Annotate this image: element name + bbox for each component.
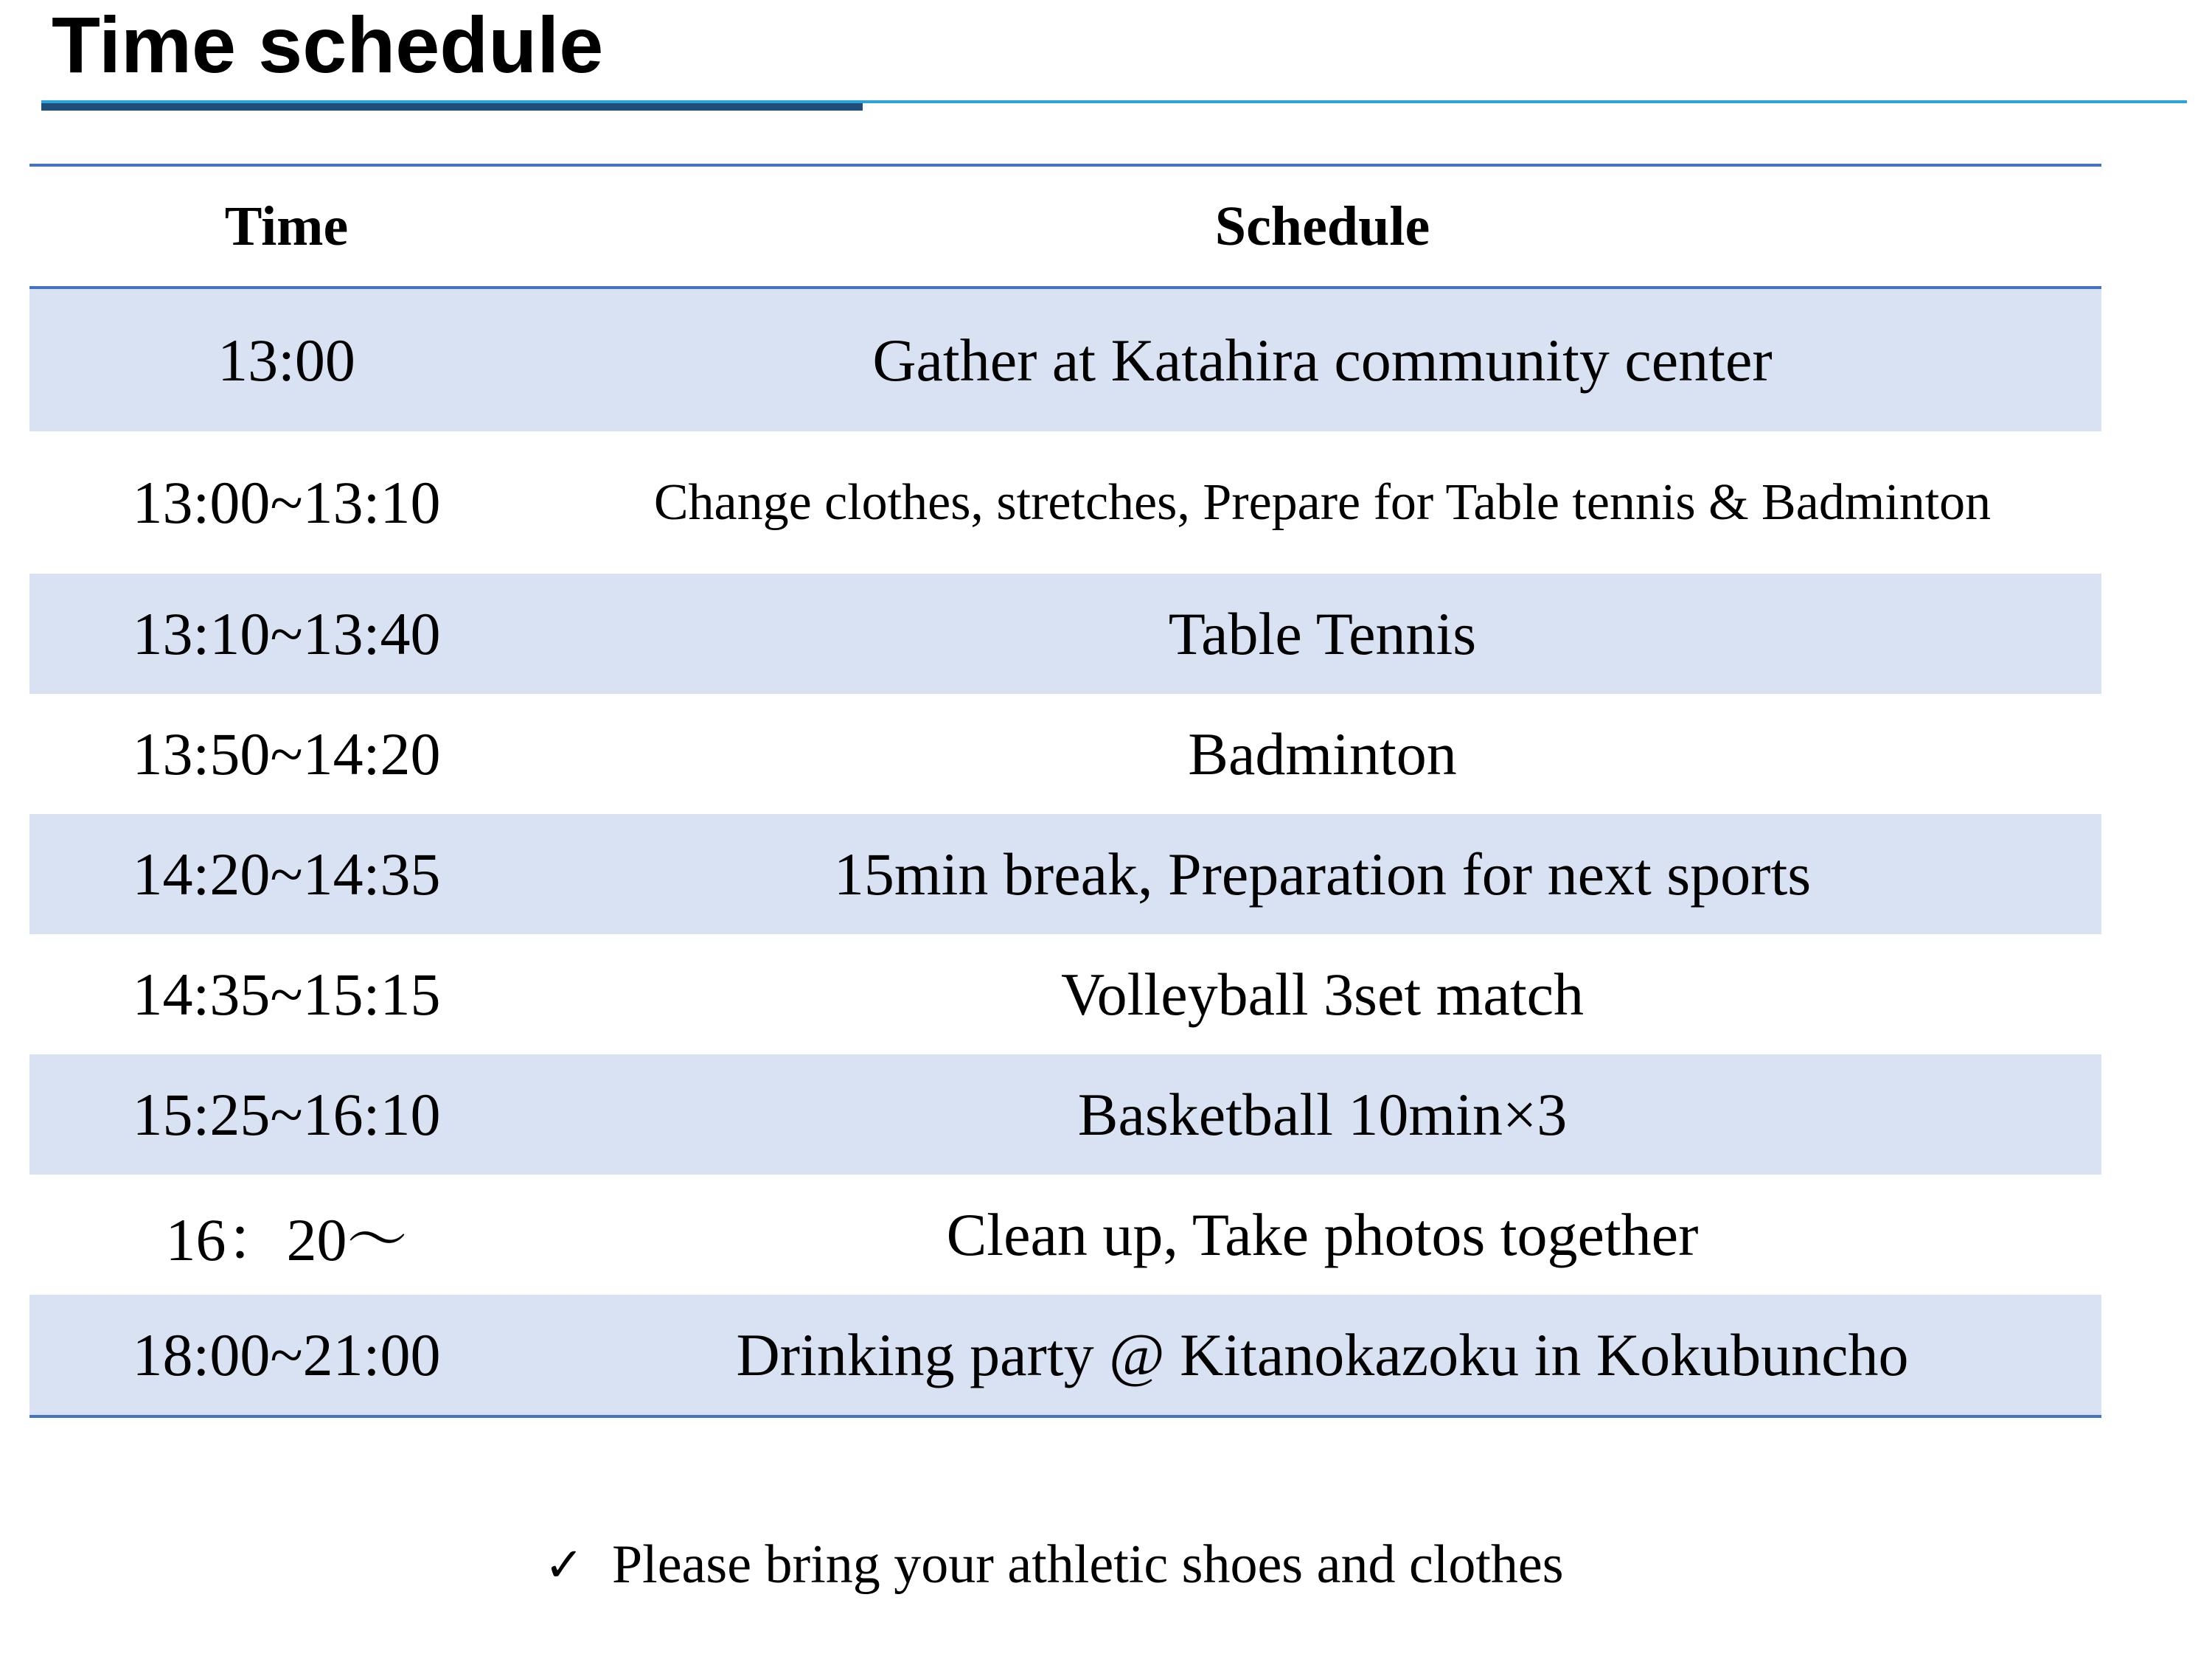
time-cell: 15:25~16:10 xyxy=(132,1080,441,1148)
time-cell: 13:10~13:40 xyxy=(132,599,441,667)
page-title: Time schedule xyxy=(52,0,604,89)
time-cell: 13:00 xyxy=(218,326,355,394)
table-row xyxy=(29,1175,2101,1295)
schedule-column-header: Schedule xyxy=(1214,195,1430,257)
schedule-cell: 15min break, Preparation for next sports xyxy=(833,840,1812,908)
time-cell: 16：20～ xyxy=(165,1206,408,1273)
table-row xyxy=(29,814,2101,934)
table-row xyxy=(29,574,2101,694)
time-cell: 13:50~14:20 xyxy=(132,720,441,787)
table-row xyxy=(29,1054,2101,1175)
schedule-cell: Clean up, Take photos together xyxy=(946,1200,1699,1268)
time-cell: 13:00~13:10 xyxy=(132,468,441,536)
schedule-cell: Volleyball 3set match xyxy=(1060,960,1584,1028)
schedule-cell: Basketball 10min×3 xyxy=(1077,1080,1568,1148)
table-row xyxy=(29,934,2101,1054)
check-icon: ✓ xyxy=(544,1537,584,1593)
time-cell: 18:00~21:00 xyxy=(132,1321,441,1388)
schedule-cell: Badminton xyxy=(1188,720,1457,787)
time-cell: 14:35~15:15 xyxy=(132,960,441,1028)
time-column-header: Time xyxy=(224,195,349,257)
table-row xyxy=(29,289,2101,431)
schedule-cell: Gather at Katahira community center xyxy=(872,326,1773,394)
schedule-cell: Table Tennis xyxy=(1168,599,1477,667)
title-underline-dark xyxy=(41,103,863,111)
footnote xyxy=(538,1534,1564,1596)
table-row xyxy=(29,694,2101,814)
table-row xyxy=(29,431,2101,574)
table-header-row xyxy=(29,167,2101,289)
table-row xyxy=(29,1295,2101,1415)
footnote-text: Please bring your athletic shoes and clothes xyxy=(612,1534,1564,1595)
time-cell: 14:20~14:35 xyxy=(132,840,441,908)
schedule-cell: Change clothes, stretches, Prepare for Table tennis & Badminton xyxy=(653,473,1992,531)
schedule-table xyxy=(29,164,2101,1418)
schedule-cell: Drinking party @ Kitanokazoku in Kokubuncho xyxy=(736,1321,1909,1388)
